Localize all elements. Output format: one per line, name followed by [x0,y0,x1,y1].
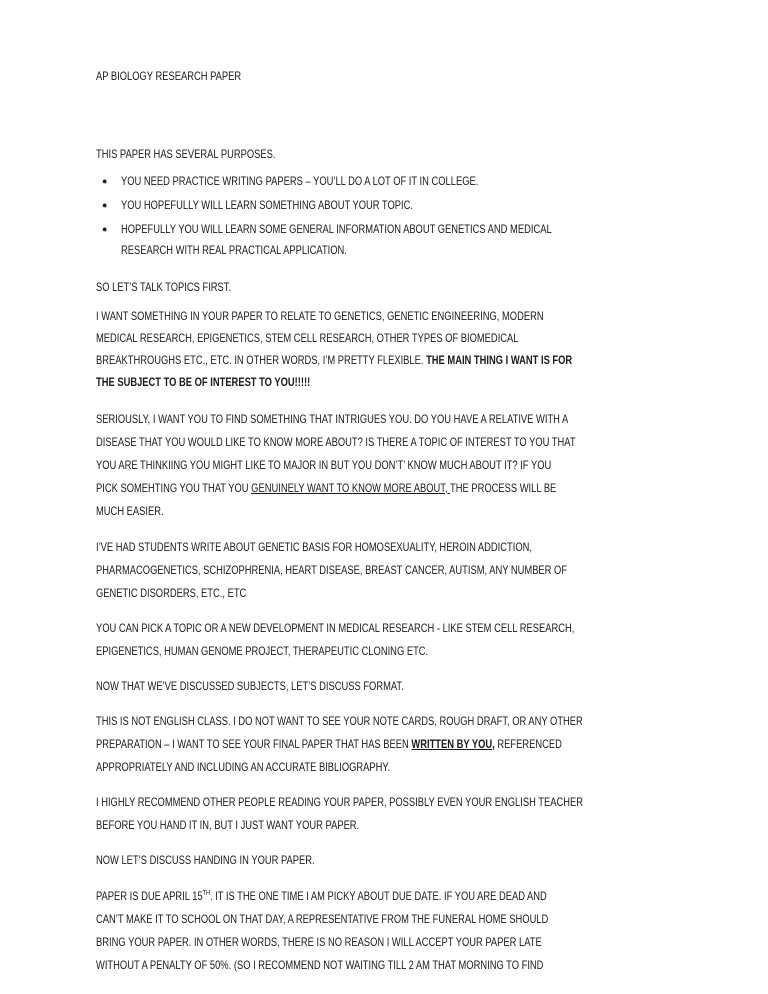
text-line [96,562,567,578]
underlined-text: GENUINELY WANT TO KNOW MORE ABOUT, [251,481,451,495]
text-line [96,146,275,162]
text-line [96,957,543,973]
text-segment: BREAKTHROUGHS ETC., ETC. IN OTHER WORDS, I’M PRETTY FLEXIBLE. [96,353,427,367]
bullet-icon: ● [102,200,108,210]
text-line [96,852,315,868]
text-line [96,434,576,450]
text-line [96,759,390,775]
text-segment: I HIGHLY RECOMMEND OTHER PEOPLE READING YOUR PAPER, POSSIBLY EVEN YOUR ENGLISH TEACHER [96,795,584,809]
text-line [96,539,532,555]
text-segment: REFERENCED [494,737,562,751]
text-segment: THIS PAPER HAS SEVERAL PURPOSES. [96,147,276,161]
text-segment: APPROPRIATELY AND INCLUDING AN ACCURATE BIBLIOGRAPHY. [96,760,391,774]
bold-text: THE MAIN THING I WANT IS FOR [426,353,573,367]
text-line [96,279,231,295]
text-segment: MEDICAL RESEARCH, EPIGENETICS, STEM CELL RESEARCH, OTHER TYPES OF BIOMEDICAL [96,331,519,345]
bullet-item [121,221,552,237]
text-segment: YOU CAN PICK A TOPIC OR A NEW DEVELOPMENT IN MEDICAL RESEARCH - LIKE STEM CELL RESEARCH, [96,621,575,635]
text-line [96,330,519,346]
text-line [96,934,542,950]
text-segment: YOU HOPEFULLY WILL LEARN SOMETHING ABOUT YOUR TOPIC. [121,198,413,212]
bullet-icon: ● [102,224,108,234]
text-segment: PREPARATION – I WANT TO SEE YOUR FINAL PAPER THAT HAS BEEN [96,737,412,751]
text-segment: . IT IS THE ONE TIME I AM PICKY ABOUT DUE DATE. IF YOU ARE DEAD AND [209,889,547,903]
text-line [96,678,404,694]
text-segment: PAPER IS DUE APRIL 15 [96,889,203,903]
text-segment: TH [202,890,210,897]
text-segment: SO LET’S TALK TOPICS FIRST. [96,280,232,294]
text-line [96,713,583,729]
text-line [96,480,556,496]
text-segment: YOU ARE THINKIING YOU MIGHT LIKE TO MAJOR IN BUT YOU DON’T’ KNOW MUCH ABOUT IT? IF YOU [96,458,552,472]
text-line [96,503,164,519]
text-segment: NOW THAT WE’VE DISCUSSED SUBJECTS, LET’S DISCUSS FORMAT. [96,679,404,693]
text-segment: MUCH EASIER. [96,504,164,518]
text-segment: THE PROCESS WILL BE [450,481,557,495]
text-line [96,643,428,659]
text-segment: WITHOUT A PENALTY OF 50%. (SO I RECOMMEND NOT WAITING TILL 2 AM THAT MORNING TO FIND [96,958,544,972]
text-line [96,352,572,368]
text-line [96,411,568,427]
text-segment: PICK SOMEHTING YOU THAT YOU [96,481,252,495]
text-line [96,620,574,636]
text-segment: PHARMACOGENETICS, SCHIZOPHRENIA, HEART DISEASE, BREAST CANCER, AUTISM, ANY NUMBER OF [96,563,568,577]
text-line [96,585,246,601]
text-segment: AP BIOLOGY RESEARCH PAPER [96,69,242,83]
text-line [96,794,583,810]
bullet-item [121,197,413,213]
text-segment: BRING YOUR PAPER. IN OTHER WORDS, THERE IS NO REASON I WILL ACCEPT YOUR PAPER LATE [96,935,542,949]
text-line [96,308,544,324]
text-segment: SERIOUSLY, I WANT YOU TO FIND SOMETHING THAT INTRIGUES YOU. DO YOU HAVE A RELATIVE WITH A [96,412,569,426]
text-segment: RESEARCH WITH REAL PRACTICAL APPLICATION. [121,243,347,257]
bold-text: WRITTEN BY YOU, [411,737,495,751]
bullet-icon: ● [102,176,108,186]
text-segment: NOW LET’S DISCUSS HANDING IN YOUR PAPER. [96,853,315,867]
text-segment: CAN’T MAKE IT TO SCHOOL ON THAT DAY, A REPRESENTATIVE FROM THE FUNERAL HOME SHOULD [96,912,549,926]
text-segment: EPIGENETICS, HUMAN GENOME PROJECT, THERAPEUTIC CLONING ETC. [96,644,429,658]
text-segment: THIS IS NOT ENGLISH CLASS. I DO NOT WANT TO SEE YOUR NOTE CARDS, ROUGH DRAFT, OR ANY OTHER [96,714,583,728]
text-segment: DISEASE THAT YOU WOULD LIKE TO KNOW MORE ABOUT? IS THERE A TOPIC OF INTEREST TO YOU THAT [96,435,576,449]
text-line [96,736,562,752]
text-segment: BEFORE YOU HAND IT IN, BUT I JUST WANT YOUR PAPER. [96,818,360,832]
text-segment: HOPEFULLY YOU WILL LEARN SOME GENERAL INFORMATION ABOUT GENETICS AND MEDICAL [121,222,552,236]
text-line [96,817,359,833]
text-line [96,911,548,927]
text-segment: I WANT SOMETHING IN YOUR PAPER TO RELATE TO GENETICS, GENETIC ENGINEERING, MODERN [96,309,544,323]
text-line [96,374,310,390]
document-title [96,68,241,84]
text-segment: I’VE HAD STUDENTS WRITE ABOUT GENETIC BASIS FOR HOMOSEXUALITY, HEROIN ADDICTION, [96,540,533,554]
text-segment: GENETIC DISORDERS, ETC., ETC [96,586,247,600]
bold-text: THE SUBJECT TO BE OF INTEREST TO YOU!!!!! [96,375,311,389]
bullet-item [121,173,478,189]
text-line [121,242,347,258]
text-line [96,457,551,473]
text-segment: YOU NEED PRACTICE WRITING PAPERS – YOU’LL DO A LOT OF IT IN COLLEGE. [121,174,479,188]
text-line [96,888,547,904]
